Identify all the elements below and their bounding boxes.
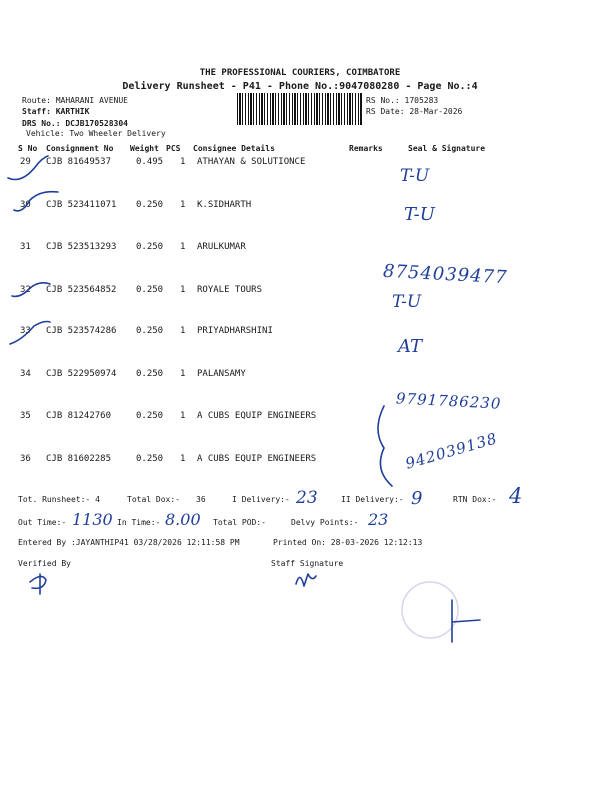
delvy-points-label: Delvy Points:- <box>291 518 359 527</box>
tick-mark <box>8 156 48 180</box>
col-consignee: Consignee Details <box>193 144 275 153</box>
row-weight: 0.250 <box>136 369 164 379</box>
total-pod-label: Total POD:- <box>213 518 266 527</box>
row-weight: 0.495 <box>136 157 164 167</box>
printed-on: Printed On: 28-03-2026 12:12:13 <box>273 538 423 547</box>
tick-mark <box>10 322 50 345</box>
company-title: THE PROFESSIONAL COURIERS, COIMBATORE <box>199 68 401 78</box>
row-sno: 29 <box>20 157 31 167</box>
row-pcs: 1 <box>180 369 186 379</box>
row-consignee: A CUBS EQUIP ENGINEERS <box>197 411 317 421</box>
row-sno: 31 <box>20 242 31 252</box>
row-consignee: ARULKUMAR <box>197 242 246 252</box>
col-pcs: PCS <box>166 144 181 153</box>
signature-row-31-phone: 8754039477 <box>382 260 508 289</box>
row-consignee: A CUBS EQUIP ENGINEERS <box>197 454 317 464</box>
row-sno: 33 <box>20 326 31 336</box>
row-sno: 35 <box>20 411 31 421</box>
total-dox-label: Total Dox:- <box>127 495 180 504</box>
row-pcs: 1 <box>180 326 186 336</box>
row-weight: 0.250 <box>136 326 164 336</box>
row-consignment: CJB 81602285 <box>46 454 112 464</box>
signature-row-35-36-phone: 942039138 <box>403 429 500 473</box>
rtn-dox-label: RTN Dox:- <box>453 495 497 504</box>
tick-mark <box>12 283 50 297</box>
row-sno: 36 <box>20 454 31 464</box>
row-consignment: CJB 523411071 <box>46 200 117 210</box>
row-consignment: CJB 81242760 <box>46 411 112 421</box>
row-consignment: CJB 522950974 <box>46 369 117 379</box>
tick-mark <box>14 192 58 211</box>
row-consignee: ATHAYAN & SOLUTIONCE <box>197 157 306 167</box>
delvy-points-value: 23 <box>368 510 389 529</box>
col-seal-signature: Seal & Signature <box>408 144 486 153</box>
i-delivery-label: I Delivery:- <box>232 495 290 504</box>
signature-row-33: AT <box>398 336 423 357</box>
signature-row-34-phone: 9791786230 <box>395 389 502 413</box>
vehicle-label: Vehicle: Two Wheeler Delivery <box>26 129 166 138</box>
row-sno: 30 <box>20 200 31 210</box>
row-pcs: 1 <box>180 285 186 295</box>
in-time-value: 8.00 <box>165 510 201 529</box>
row-weight: 0.250 <box>136 242 164 252</box>
route-label: Route: MAHARANI AVENUE <box>22 96 128 105</box>
out-time-value: 1130 <box>72 510 113 529</box>
tot-runsheet: Tot. Runsheet:- 4 <box>18 495 100 504</box>
row-consignment: CJB 523564852 <box>46 285 117 295</box>
verified-signature-mark <box>30 574 46 594</box>
bracket-mark <box>378 406 392 486</box>
col-sno: S No <box>18 144 38 153</box>
in-time-label: In Time:- <box>117 518 161 527</box>
row-consignee: PRIYADHARSHINI <box>197 326 273 336</box>
row-pcs: 1 <box>180 454 186 464</box>
row-weight: 0.250 <box>136 285 164 295</box>
col-consignment: Consignment No <box>46 144 114 153</box>
row-pcs: 1 <box>180 411 186 421</box>
i-delivery-value: 23 <box>296 488 318 508</box>
signature-row-32: T-U <box>392 292 422 312</box>
row-sno: 34 <box>20 369 31 379</box>
rs-date: RS Date: 28-Mar-2026 <box>366 107 463 116</box>
row-weight: 0.250 <box>136 200 164 210</box>
signature-row-29: T-U <box>400 166 430 186</box>
total-dox-value: 36 <box>196 495 206 504</box>
ii-delivery-value: 9 <box>411 488 423 509</box>
rs-number: RS No.: 1705283 <box>366 96 439 105</box>
row-weight: 0.250 <box>136 411 164 421</box>
staff-signature-mark <box>296 574 316 586</box>
row-pcs: 1 <box>180 200 186 210</box>
row-consignment: CJB 81649537 <box>46 157 112 167</box>
row-weight: 0.250 <box>136 454 164 464</box>
entered-by: Entered By :JAYANTHIP41 03/28/2026 12:11:58 PM <box>18 538 240 547</box>
row-pcs: 1 <box>180 157 186 167</box>
row-sno: 32 <box>20 285 31 295</box>
row-consignee: K.SIDHARTH <box>197 200 252 210</box>
ii-delivery-label: II Delivery:- <box>341 495 404 504</box>
staff-signature-label: Staff Signature <box>271 559 344 568</box>
row-consignee: ROYALE TOURS <box>197 285 263 295</box>
stamp-signature-mark <box>452 600 480 642</box>
row-pcs: 1 <box>180 242 186 252</box>
runsheet-subtitle: Delivery Runsheet - P41 - Phone No.:9047080280 - Page No.:4 <box>122 81 478 92</box>
seal-stamp <box>402 582 458 638</box>
out-time-label: Out Time:- <box>18 518 67 527</box>
col-weight: Weight <box>130 144 159 153</box>
drs-label: DRS No.: DCJB170528304 <box>22 119 128 128</box>
row-consignment: CJB 523574286 <box>46 326 117 336</box>
row-consignment: CJB 523513293 <box>46 242 117 252</box>
row-consignee: PALANSAMY <box>197 369 246 379</box>
staff-label: Staff: KARTHIK <box>22 107 90 116</box>
col-remarks: Remarks <box>349 144 383 153</box>
rtn-dox-value: 4 <box>509 484 523 508</box>
verified-by-label: Verified By <box>18 559 71 568</box>
signature-row-30: T-U <box>404 204 435 225</box>
